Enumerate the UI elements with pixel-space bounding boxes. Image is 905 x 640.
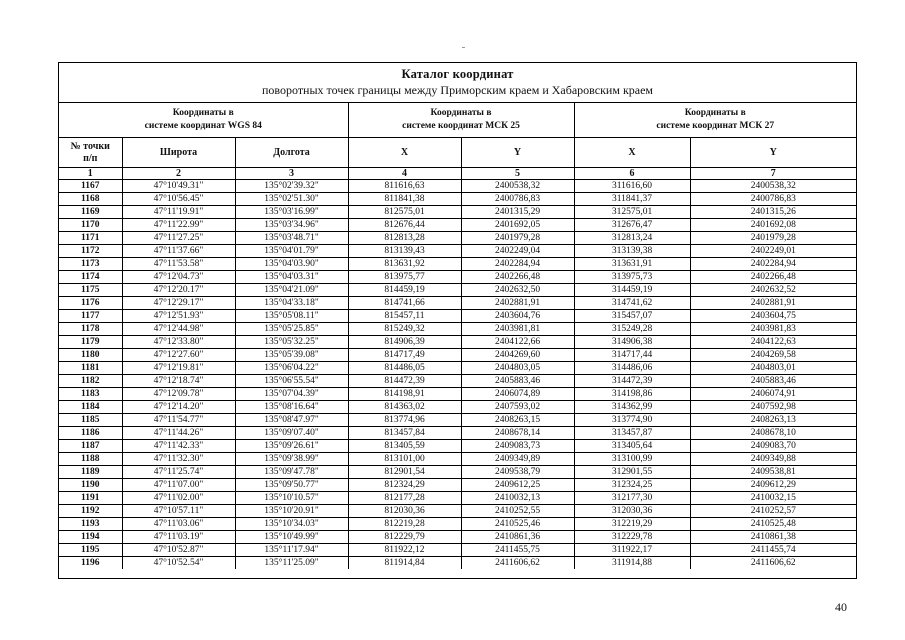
msk25-y-cell: 2407593,02 [461, 401, 574, 414]
latitude-cell: 47°12'29.17" [122, 297, 235, 310]
msk25-x-cell: 812575,01 [348, 206, 461, 219]
longitude-cell: 135°05'32.25" [235, 336, 348, 349]
latitude-cell: 47°10'56.45" [122, 193, 235, 206]
column-number-cell: 7 [690, 168, 856, 180]
msk25-x-cell: 812030,36 [348, 505, 461, 518]
point-number-cell: 1179 [59, 336, 122, 349]
longitude-cell: 135°02'51.30" [235, 193, 348, 206]
longitude-cell: 135°06'04.22" [235, 362, 348, 375]
msk27-x-cell: 314717,44 [574, 349, 690, 362]
table-row [59, 323, 856, 336]
msk25-y-cell: 2405883,46 [461, 375, 574, 388]
point-number-cell: 1186 [59, 427, 122, 440]
point-number-cell: 1193 [59, 518, 122, 531]
msk25-y-cell: 2401979,28 [461, 232, 574, 245]
longitude-cell: 135°08'16.64" [235, 401, 348, 414]
point-number-cell: 1187 [59, 440, 122, 453]
wgs84-group-line-1: Координаты в [172, 108, 234, 118]
longitude-cell: 135°04'01.79" [235, 245, 348, 258]
longitude-cell: 135°09'38.99" [235, 453, 348, 466]
msk27-y-cell: 2410252,57 [690, 505, 856, 518]
column-number-cell: 4 [348, 168, 461, 180]
msk27-x-cell: 314459,19 [574, 284, 690, 297]
msk25-y-cell: 2409538,79 [461, 466, 574, 479]
msk27-x-cell: 314362,99 [574, 401, 690, 414]
msk25-x-cell: 814741,66 [348, 297, 461, 310]
msk25-y-cell: 2402249,04 [461, 245, 574, 258]
msk27-y-cell: 2404269,58 [690, 349, 856, 362]
table-row [59, 440, 856, 453]
longitude-cell: 135°07'04.39" [235, 388, 348, 401]
longitude-cell: 135°05'39.08" [235, 349, 348, 362]
msk25-x-cell: 812813,28 [348, 232, 461, 245]
longitude-cell: 135°04'21.09" [235, 284, 348, 297]
point-number-cell: 1169 [59, 206, 122, 219]
msk25-x-cell: 812229,79 [348, 531, 461, 544]
msk27-y-cell: 2400538,32 [690, 180, 856, 193]
msk27-y-cell: 2405883,46 [690, 375, 856, 388]
msk27-y-cell: 2403981,83 [690, 323, 856, 336]
column-number-row [59, 168, 856, 180]
msk25-x-cell: 811914,84 [348, 557, 461, 570]
point-number-cell: 1173 [59, 258, 122, 271]
msk25-x-cell: 812901,54 [348, 466, 461, 479]
latitude-cell: 47°12'51.93" [122, 310, 235, 323]
msk27-y-header: Y [690, 138, 856, 168]
msk25-y-cell: 2402881,91 [461, 297, 574, 310]
latitude-cell: 47°10'57.11" [122, 505, 235, 518]
wgs84-group-line-2: системе координат WGS 84 [144, 121, 262, 131]
latitude-cell: 47°11'07.00" [122, 479, 235, 492]
msk27-x-cell: 315457,07 [574, 310, 690, 323]
longitude-cell: 135°06'55.54" [235, 375, 348, 388]
msk27-x-cell: 314198,86 [574, 388, 690, 401]
longitude-cell: 135°08'47.97" [235, 414, 348, 427]
point-number-cell: 1181 [59, 362, 122, 375]
table-row [59, 297, 856, 310]
latitude-cell: 47°11'27.25" [122, 232, 235, 245]
msk27-y-cell: 2410861,38 [690, 531, 856, 544]
table-row [59, 336, 856, 349]
msk25-y-cell: 2408678,14 [461, 427, 574, 440]
msk27-y-cell: 2404803,01 [690, 362, 856, 375]
latitude-cell: 47°12'33.80" [122, 336, 235, 349]
msk25-x-cell: 813631,92 [348, 258, 461, 271]
msk25-group-header [348, 103, 574, 138]
msk27-x-cell: 311616,60 [574, 180, 690, 193]
table-row [59, 180, 856, 193]
latitude-cell: 47°12'14.20" [122, 401, 235, 414]
catalog-subtitle: поворотных точек границы между Приморским краем и Хабаровским краем [261, 83, 654, 97]
msk25-x-cell: 812676,44 [348, 219, 461, 232]
msk25-group-line-2: системе координат МСК 25 [402, 121, 520, 131]
point-number-header [59, 138, 122, 168]
msk25-x-header: X [348, 138, 461, 168]
msk25-y-cell: 2403981,81 [461, 323, 574, 336]
msk25-y-cell: 2410861,36 [461, 531, 574, 544]
longitude-cell: 135°03'34.96" [235, 219, 348, 232]
longitude-cell: 135°10'20.91" [235, 505, 348, 518]
latitude-cell: 47°11'02.00" [122, 492, 235, 505]
table-row [59, 505, 856, 518]
msk27-group-line-1: Координаты в [684, 108, 746, 118]
table-row [59, 349, 856, 362]
table-row [59, 531, 856, 544]
table-row [59, 362, 856, 375]
longitude-cell: 135°11'17.94" [235, 544, 348, 557]
table-row [59, 388, 856, 401]
latitude-cell: 47°10'49.31" [122, 180, 235, 193]
table-row [59, 414, 856, 427]
coordinate-catalog [58, 62, 857, 579]
msk25-x-cell: 813405,59 [348, 440, 461, 453]
msk25-y-cell: 2409083,73 [461, 440, 574, 453]
msk25-y-cell: 2402632,50 [461, 284, 574, 297]
longitude-cell: 135°09'07.40" [235, 427, 348, 440]
point-header-line-2: п/п [83, 152, 98, 164]
msk27-x-cell: 312575,01 [574, 206, 690, 219]
msk27-y-cell: 2408263,13 [690, 414, 856, 427]
table-row [59, 492, 856, 505]
latitude-cell: 47°12'20.17" [122, 284, 235, 297]
table-row [59, 193, 856, 206]
msk27-y-cell: 2402881,91 [690, 297, 856, 310]
msk27-x-cell: 314906,38 [574, 336, 690, 349]
point-number-cell: 1183 [59, 388, 122, 401]
catalog-title-block [59, 63, 856, 103]
latitude-cell: 47°11'53.58" [122, 258, 235, 271]
msk27-x-cell: 313631,91 [574, 258, 690, 271]
latitude-cell: 47°12'04.73" [122, 271, 235, 284]
point-number-cell: 1168 [59, 193, 122, 206]
longitude-cell: 135°05'08.11" [235, 310, 348, 323]
scan-mark [462, 47, 465, 48]
latitude-header: Широта [122, 138, 235, 168]
point-number-cell: 1175 [59, 284, 122, 297]
longitude-cell: 135°10'49.99" [235, 531, 348, 544]
msk27-y-cell: 2402632,52 [690, 284, 856, 297]
msk27-y-cell: 2409612,29 [690, 479, 856, 492]
msk25-x-cell: 814472,39 [348, 375, 461, 388]
msk25-y-cell: 2404122,66 [461, 336, 574, 349]
msk25-y-cell: 2402284,94 [461, 258, 574, 271]
msk25-y-cell: 2401692,05 [461, 219, 574, 232]
msk27-y-cell: 2408678,10 [690, 427, 856, 440]
table-row [59, 375, 856, 388]
table-row [59, 258, 856, 271]
msk27-x-cell: 312219,29 [574, 518, 690, 531]
msk25-y-header: Y [461, 138, 574, 168]
msk27-x-cell: 313405,64 [574, 440, 690, 453]
msk25-x-cell: 813139,43 [348, 245, 461, 258]
msk25-x-cell: 813457,84 [348, 427, 461, 440]
msk25-x-cell: 814717,49 [348, 349, 461, 362]
latitude-cell: 47°11'25.74" [122, 466, 235, 479]
latitude-cell: 47°11'32.30" [122, 453, 235, 466]
msk27-x-cell: 315249,28 [574, 323, 690, 336]
wgs84-group-header [59, 103, 348, 138]
msk27-y-cell: 2410032,15 [690, 492, 856, 505]
msk25-y-cell: 2409349,89 [461, 453, 574, 466]
point-number-cell: 1180 [59, 349, 122, 362]
msk27-x-cell: 313975,73 [574, 271, 690, 284]
longitude-cell: 135°04'03.31" [235, 271, 348, 284]
msk27-y-cell: 2401315,26 [690, 206, 856, 219]
latitude-cell: 47°12'19.81" [122, 362, 235, 375]
msk25-y-cell: 2410252,55 [461, 505, 574, 518]
msk27-x-cell: 314486,06 [574, 362, 690, 375]
point-number-cell: 1194 [59, 531, 122, 544]
point-number-cell: 1191 [59, 492, 122, 505]
msk25-x-cell: 814486,05 [348, 362, 461, 375]
msk27-x-cell: 313139,38 [574, 245, 690, 258]
point-header-line-1: № точки [70, 140, 110, 152]
msk27-group-header [574, 103, 856, 138]
msk27-x-cell: 312030,36 [574, 505, 690, 518]
table-row [59, 453, 856, 466]
msk25-x-cell: 812324,29 [348, 479, 461, 492]
coordinates-table [59, 103, 856, 569]
page-number: 40 [835, 600, 847, 614]
msk27-x-cell: 312324,25 [574, 479, 690, 492]
longitude-cell: 135°02'39.32" [235, 180, 348, 193]
msk25-y-cell: 2411455,75 [461, 544, 574, 557]
table-row [59, 271, 856, 284]
column-number-cell: 3 [235, 168, 348, 180]
table-row [59, 232, 856, 245]
column-number-cell: 2 [122, 168, 235, 180]
point-number-cell: 1172 [59, 245, 122, 258]
latitude-cell: 47°11'42.33" [122, 440, 235, 453]
latitude-cell: 47°11'19.91" [122, 206, 235, 219]
table-row [59, 544, 856, 557]
msk25-y-cell: 2400786,83 [461, 193, 574, 206]
latitude-cell: 47°11'03.19" [122, 531, 235, 544]
longitude-cell: 135°05'25.85" [235, 323, 348, 336]
msk27-x-cell: 313774,90 [574, 414, 690, 427]
column-number-cell: 1 [59, 168, 122, 180]
msk25-y-cell: 2404269,60 [461, 349, 574, 362]
msk27-y-cell: 2401979,28 [690, 232, 856, 245]
msk25-x-cell: 814459,19 [348, 284, 461, 297]
table-row [59, 518, 856, 531]
msk27-y-cell: 2409538,81 [690, 466, 856, 479]
point-number-cell: 1184 [59, 401, 122, 414]
latitude-cell: 47°10'52.87" [122, 544, 235, 557]
msk25-x-cell: 812177,28 [348, 492, 461, 505]
msk27-y-cell: 2411455,74 [690, 544, 856, 557]
msk27-x-cell: 313100,99 [574, 453, 690, 466]
table-row [59, 557, 856, 570]
msk27-x-cell: 313457,87 [574, 427, 690, 440]
longitude-cell: 135°04'33.18" [235, 297, 348, 310]
table-row [59, 427, 856, 440]
msk27-y-cell: 2403604,75 [690, 310, 856, 323]
point-number-cell: 1188 [59, 453, 122, 466]
table-row [59, 245, 856, 258]
latitude-cell: 47°12'09.78" [122, 388, 235, 401]
latitude-cell: 47°12'27.60" [122, 349, 235, 362]
msk25-x-cell: 815457,11 [348, 310, 461, 323]
latitude-cell: 47°11'22.99" [122, 219, 235, 232]
msk25-group-line-1: Координаты в [430, 108, 492, 118]
table-row [59, 401, 856, 414]
point-number-cell: 1178 [59, 323, 122, 336]
latitude-cell: 47°10'52.54" [122, 557, 235, 570]
msk27-y-cell: 2400786,83 [690, 193, 856, 206]
msk27-x-cell: 312901,55 [574, 466, 690, 479]
msk25-x-cell: 814906,39 [348, 336, 461, 349]
msk27-y-cell: 2406074,91 [690, 388, 856, 401]
msk25-x-cell: 813975,77 [348, 271, 461, 284]
msk27-x-header: X [574, 138, 690, 168]
msk27-y-cell: 2409349,88 [690, 453, 856, 466]
column-number-cell: 6 [574, 168, 690, 180]
point-number-cell: 1185 [59, 414, 122, 427]
msk27-x-cell: 314472,39 [574, 375, 690, 388]
point-number-cell: 1189 [59, 466, 122, 479]
point-number-cell: 1174 [59, 271, 122, 284]
table-row [59, 310, 856, 323]
longitude-cell: 135°04'03.90" [235, 258, 348, 271]
msk25-x-cell: 815249,32 [348, 323, 461, 336]
point-number-cell: 1196 [59, 557, 122, 570]
msk27-y-cell: 2410525,48 [690, 518, 856, 531]
msk25-x-cell: 812219,28 [348, 518, 461, 531]
msk27-y-cell: 2407592,98 [690, 401, 856, 414]
msk27-y-cell: 2404122,63 [690, 336, 856, 349]
msk25-y-cell: 2404803,05 [461, 362, 574, 375]
longitude-cell: 135°03'48.71" [235, 232, 348, 245]
msk27-y-cell: 2402266,48 [690, 271, 856, 284]
point-number-cell: 1176 [59, 297, 122, 310]
longitude-cell: 135°09'50.77" [235, 479, 348, 492]
longitude-header: Долгота [235, 138, 348, 168]
msk27-x-cell: 312676,47 [574, 219, 690, 232]
longitude-cell: 135°03'16.99" [235, 206, 348, 219]
msk25-y-cell: 2400538,32 [461, 180, 574, 193]
latitude-cell: 47°12'18.74" [122, 375, 235, 388]
point-number-cell: 1182 [59, 375, 122, 388]
longitude-cell: 135°10'10.57" [235, 492, 348, 505]
table-row [59, 284, 856, 297]
msk27-y-cell: 2411606,62 [690, 557, 856, 570]
msk25-x-cell: 814363,02 [348, 401, 461, 414]
msk27-y-cell: 2401692,08 [690, 219, 856, 232]
msk25-y-cell: 2402266,48 [461, 271, 574, 284]
point-number-cell: 1170 [59, 219, 122, 232]
msk25-y-cell: 2410525,46 [461, 518, 574, 531]
msk25-y-cell: 2403604,76 [461, 310, 574, 323]
msk27-x-cell: 312177,30 [574, 492, 690, 505]
msk27-x-cell: 312813,24 [574, 232, 690, 245]
msk25-y-cell: 2411606,62 [461, 557, 574, 570]
msk25-x-cell: 813774,96 [348, 414, 461, 427]
msk27-x-cell: 311914,88 [574, 557, 690, 570]
msk25-y-cell: 2410032,13 [461, 492, 574, 505]
msk27-x-cell: 312229,78 [574, 531, 690, 544]
latitude-cell: 47°11'37.66" [122, 245, 235, 258]
table-row [59, 466, 856, 479]
msk27-x-cell: 311922,17 [574, 544, 690, 557]
point-number-cell: 1192 [59, 505, 122, 518]
table-row [59, 479, 856, 492]
latitude-cell: 47°11'03.06" [122, 518, 235, 531]
longitude-cell: 135°09'26.61" [235, 440, 348, 453]
msk25-y-cell: 2406074,89 [461, 388, 574, 401]
point-number-cell: 1167 [59, 180, 122, 193]
point-number-cell: 1171 [59, 232, 122, 245]
msk25-x-cell: 811841,38 [348, 193, 461, 206]
longitude-cell: 135°11'25.09" [235, 557, 348, 570]
column-number-cell: 5 [461, 168, 574, 180]
msk27-y-cell: 2402284,94 [690, 258, 856, 271]
catalog-title: Каталог координат [401, 67, 514, 81]
longitude-cell: 135°09'47.78" [235, 466, 348, 479]
msk27-y-cell: 2409083,70 [690, 440, 856, 453]
msk25-y-cell: 2408263,15 [461, 414, 574, 427]
point-number-cell: 1190 [59, 479, 122, 492]
latitude-cell: 47°11'54.77" [122, 414, 235, 427]
msk25-x-cell: 813101,00 [348, 453, 461, 466]
latitude-cell: 47°11'44.26" [122, 427, 235, 440]
table-row [59, 219, 856, 232]
msk27-y-cell: 2402249,01 [690, 245, 856, 258]
msk25-y-cell: 2401315,29 [461, 206, 574, 219]
point-number-cell: 1177 [59, 310, 122, 323]
longitude-cell: 135°10'34.03" [235, 518, 348, 531]
msk27-x-cell: 314741,62 [574, 297, 690, 310]
msk25-x-cell: 811616,63 [348, 180, 461, 193]
coordinates-table-body [59, 180, 856, 570]
msk25-y-cell: 2409612,25 [461, 479, 574, 492]
msk27-group-line-2: системе координат МСК 27 [656, 121, 775, 131]
msk25-x-cell: 811922,12 [348, 544, 461, 557]
latitude-cell: 47°12'44.98" [122, 323, 235, 336]
table-row [59, 206, 856, 219]
msk27-x-cell: 311841,37 [574, 193, 690, 206]
point-number-cell: 1195 [59, 544, 122, 557]
msk25-x-cell: 814198,91 [348, 388, 461, 401]
